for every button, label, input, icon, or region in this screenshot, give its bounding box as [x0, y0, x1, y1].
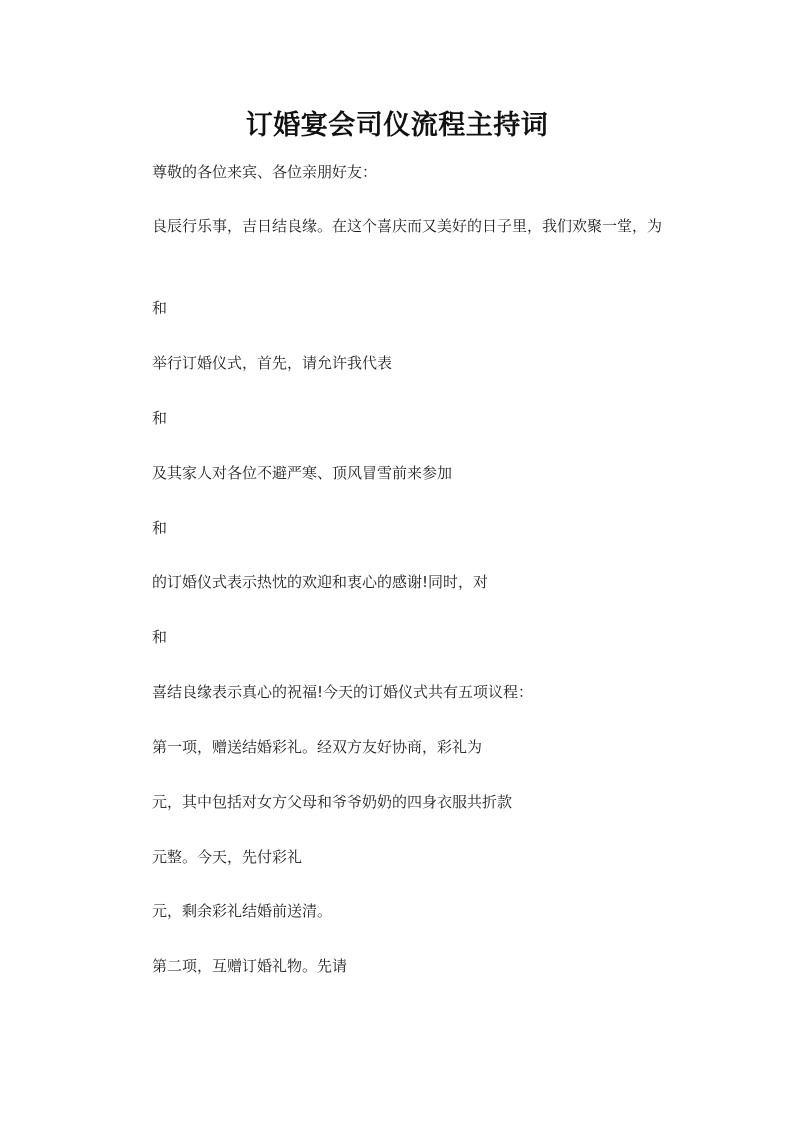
paragraph: 和 [152, 299, 168, 317]
paragraph: 元，其中包括对女方父母和爷爷奶奶的四身衣服共折款 [152, 793, 513, 811]
paragraph: 和 [152, 409, 168, 427]
paragraph: 举行订婚仪式，首先，请允许我代表 [152, 354, 393, 372]
paragraph: 元整。今天，先付彩礼 [152, 848, 303, 866]
paragraph: 及其家人对各位不避严寒、顶风冒雪前来参加 [152, 464, 453, 482]
paragraph: 和 [152, 628, 168, 646]
paragraph: 元，剩余彩礼结婚前送清。 [152, 902, 333, 920]
paragraph: 和 [152, 519, 168, 537]
paragraph-opening: 良辰行乐事，吉日结良缘。在这个喜庆而又美好的日子里，我们欢聚一堂，为 [152, 217, 663, 235]
paragraph: 的订婚仪式表示热忱的欢迎和衷心的感谢!同时，对 [152, 573, 489, 591]
paragraph-item-one: 第一项，赠送结婚彩礼。经双方友好协商，彩礼为 [152, 738, 483, 756]
paragraph-item-two: 第二项，互赠订婚礼物。先请 [152, 957, 348, 975]
paragraph-greeting: 尊敬的各位来宾、各位亲朋好友： [152, 163, 378, 181]
document-title: 订婚宴会司仪流程主持词 [245, 110, 549, 141]
paragraph: 喜结良缘表示真心的祝福!今天的订婚仪式共有五项议程： [152, 683, 534, 701]
